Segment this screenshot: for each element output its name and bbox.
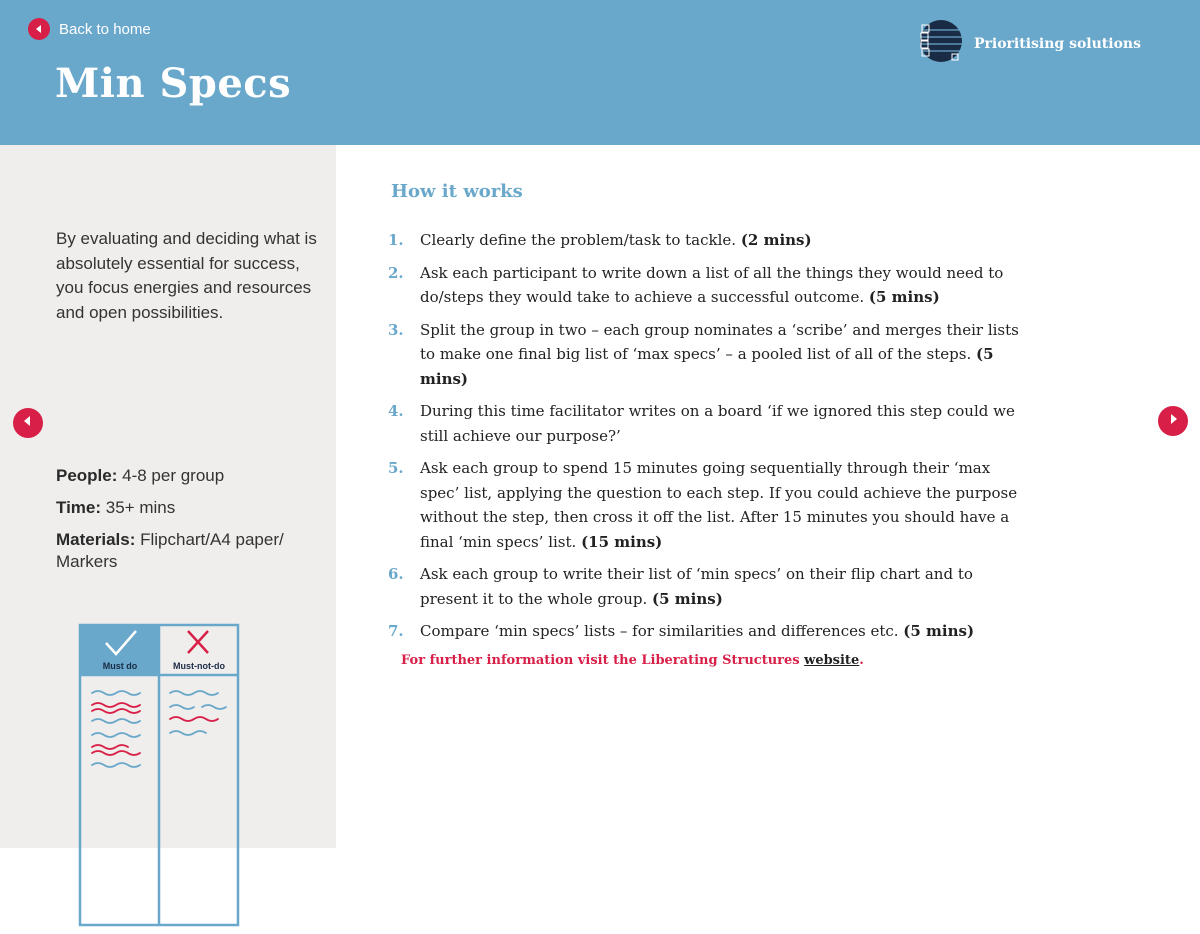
list-item xyxy=(388,456,1028,554)
step-description: Split the group in two – each group nominates a ‘scribe’ and merges their lists to make one final big list of ‘max specs’ – a pooled list of all of the steps. xyxy=(420,320,1019,363)
back-to-home-link[interactable] xyxy=(28,18,151,40)
fact-label: Materials: xyxy=(56,530,136,549)
step-text xyxy=(420,228,812,253)
intro-text: By evaluating and deciding what is absolutely essential for success, you focus energies and resources and open possibilities. xyxy=(56,229,317,322)
step-description: Ask each participant to write down a list of all the things they would need to do/steps they would take to achieve a successful outcome. xyxy=(420,263,1004,306)
further-info-text xyxy=(401,653,864,668)
step-description: Ask each group to spend 15 minutes going sequentially through their ‘max spec’ list, applying the question to each step. If you could achieve the purpose without the step, then cross it off the list. After 15 minutes you should have a final ‘min specs’ list. xyxy=(420,459,1018,551)
fact-people xyxy=(56,465,326,487)
fact-value: Flipchart/A4 paper/ Markers xyxy=(56,530,284,571)
step-text xyxy=(420,318,1028,392)
next-page-button[interactable] xyxy=(1158,406,1188,436)
category-badge xyxy=(918,18,1141,69)
must-do-illustration xyxy=(78,623,240,934)
step-text xyxy=(420,456,1028,554)
facts-list xyxy=(56,465,326,583)
step-text xyxy=(420,261,1028,310)
fact-value: 35+ mins xyxy=(101,498,176,517)
further-info-prefix: For further information visit the Liberating Structures xyxy=(401,653,805,668)
page-title: Min Specs xyxy=(55,60,292,107)
list-item xyxy=(388,228,1028,253)
further-info-suffix: . xyxy=(859,653,864,668)
steps-list xyxy=(388,228,1028,652)
step-description: During this time facilitator writes on a board ‘if we ignored this step could we still achieve our purpose?’ xyxy=(420,402,1015,445)
cross-icon xyxy=(188,631,208,653)
step-duration: (5 mins) xyxy=(868,288,940,306)
fact-materials xyxy=(56,529,326,573)
step-duration: (5 mins) xyxy=(903,622,975,640)
fact-time xyxy=(56,497,326,519)
step-number: 6. xyxy=(388,565,404,583)
how-it-works-heading: How it works xyxy=(391,181,523,202)
step-description: Clearly define the problem/task to tackle. xyxy=(420,231,741,249)
prev-arrow-icon xyxy=(22,414,34,432)
step-duration: (15 mins) xyxy=(581,532,663,551)
step-number: 2. xyxy=(388,263,404,282)
step-text xyxy=(420,619,974,644)
list-item xyxy=(388,562,1028,611)
step-text xyxy=(420,399,1028,448)
previous-page-button[interactable] xyxy=(13,408,43,438)
step-number: 5. xyxy=(388,459,404,477)
list-item xyxy=(388,318,1028,392)
step-duration: (5 mins) xyxy=(652,589,723,608)
fact-label: People: xyxy=(56,466,118,485)
must-not-do-label: Must-not-do xyxy=(173,661,225,671)
step-duration: (5 mins) xyxy=(420,345,994,388)
step-number: 1. xyxy=(388,231,404,249)
website-link[interactable]: website xyxy=(804,653,860,668)
step-number: 7. xyxy=(388,622,404,640)
step-number: 3. xyxy=(388,320,404,339)
next-arrow-icon xyxy=(1167,412,1179,430)
main-content xyxy=(336,145,1200,848)
header-banner xyxy=(0,0,1200,145)
list-item xyxy=(388,261,1028,310)
list-item xyxy=(388,619,1028,644)
step-text xyxy=(420,562,1028,611)
step-number: 4. xyxy=(388,402,404,420)
fact-value: 4-8 per group xyxy=(117,466,225,485)
step-duration: (2 mins) xyxy=(740,231,812,249)
sidebar xyxy=(0,145,336,848)
step-description: Compare ‘min specs’ lists – for similarities and differences etc. xyxy=(420,622,904,640)
list-item xyxy=(388,399,1028,448)
step-description: Ask each group to write their list of ‘min specs’ on their flip chart and to present it to the whole group. xyxy=(420,565,973,608)
must-do-label: Must do xyxy=(102,661,138,671)
back-to-home-label: Back to home xyxy=(59,20,151,38)
back-arrow-icon xyxy=(28,18,50,40)
checklist-globe-icon xyxy=(918,18,964,69)
fact-label: Time: xyxy=(56,498,102,517)
category-label: Prioritising solutions xyxy=(974,35,1141,52)
